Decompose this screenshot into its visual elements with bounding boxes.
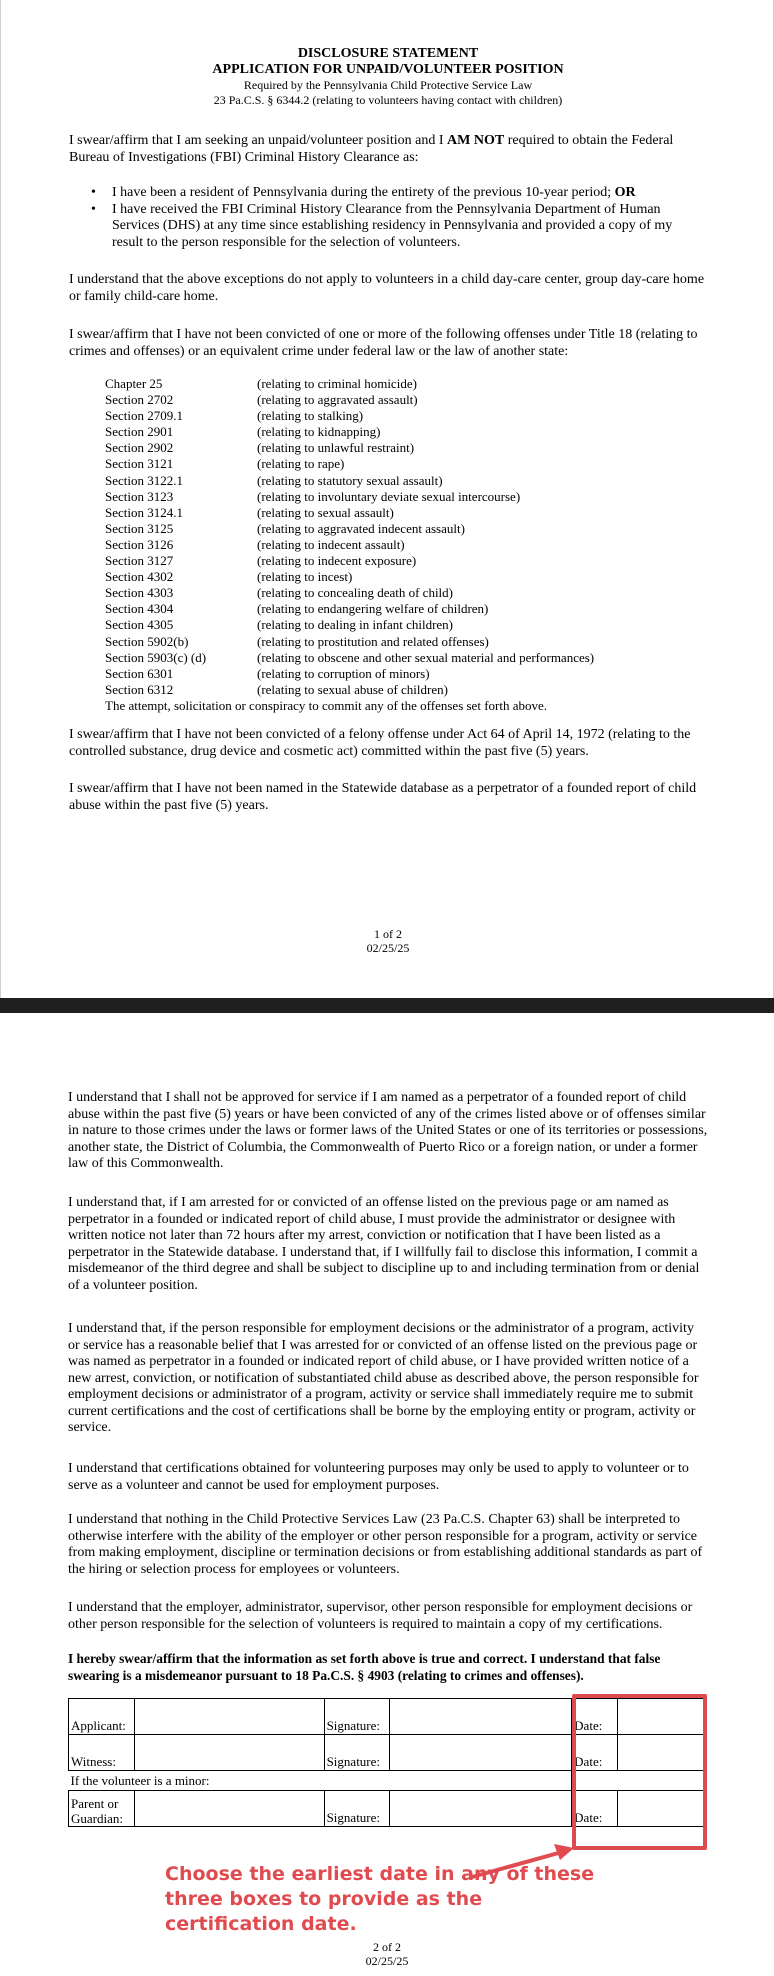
offense-section: Section 4302 xyxy=(105,569,174,585)
offense-row xyxy=(105,585,594,601)
form-citation: 23 Pa.C.S. § 6344.2 (relating to volunteers having contact with children) xyxy=(213,93,563,107)
offense-description: (relating to aggravated assault) xyxy=(257,392,418,408)
minor-label: If the volunteer is a minor: xyxy=(69,1771,572,1791)
exception-item: • I have been a resident of Pennsylvania during the entirety of the previous 10-year period; OR xyxy=(91,185,636,200)
offense-row xyxy=(105,456,594,472)
applicant-name-field[interactable] xyxy=(134,1699,324,1735)
form-subtitle: APPLICATION FOR UNPAID/VOLUNTEER POSITION xyxy=(212,62,564,77)
date-label: Date: xyxy=(572,1699,618,1735)
offense-row xyxy=(105,473,594,489)
signature-label: Signature: xyxy=(324,1735,389,1771)
bullet-icon: • xyxy=(91,185,96,200)
date-label: Date: xyxy=(572,1791,618,1827)
exception-list xyxy=(69,185,689,251)
felony-paragraph: I swear/affirm that I have not been convicted of a felony offense under Act 64 of April 14, 1972 (relating to the controlled substance, drug device and cosmetic act) committed within the past five (5) years. xyxy=(69,727,691,759)
revision-date: 02/25/25 xyxy=(366,941,410,955)
certification-use-paragraph: I understand that certifications obtained for volunteering purposes may only be used to apply to volunteer or to serve as a volunteer and cannot be used for employment purposes. xyxy=(68,1461,689,1493)
offense-row xyxy=(105,666,594,682)
offense-section: Section 3122.1 xyxy=(105,472,183,488)
offense-section: Section 2709.1 xyxy=(105,408,183,424)
offense-section: Section 2902 xyxy=(105,440,174,456)
offense-description: (relating to aggravated indecent assault) xyxy=(257,520,465,536)
offense-description: (relating to concealing death of child) xyxy=(257,585,454,601)
annotation-note: Choose the earliest date in any of these three boxes to provide as the certification date. xyxy=(165,1863,595,1935)
offense-row xyxy=(105,392,594,408)
offense-section: Section 3127 xyxy=(105,553,174,569)
offense-description: (relating to stalking) xyxy=(257,408,364,424)
offense-row xyxy=(105,521,594,537)
page-number: 2 of 2 xyxy=(373,1940,401,1954)
offense-row xyxy=(105,569,594,585)
witness-label: Witness: xyxy=(69,1735,135,1771)
offense-section: Section 5902(b) xyxy=(105,633,189,649)
signature-label: Signature: xyxy=(324,1791,389,1827)
maintain-copy-paragraph: I understand that the employer, administrator, supervisor, other person responsible for employment decisions or other person responsible for the selection of volunteers is required to maintain a copy of my certifications. xyxy=(68,1600,693,1632)
signature-label: Signature: xyxy=(324,1699,389,1735)
approval-paragraph: I understand that I shall not be approved for service if I am named as a perpetrator of a founded report of child abuse within the past five (5) years or have been convicted of any of the crimes listed above or of offenses similar in nature to those crimes under the laws or former laws of the United States or one of its territories or possessions, another state, the District of Columbia, the Commonwealth of Puerto Rico or a foreign nation, or under a former law of this Commonwealth. xyxy=(68,1090,708,1171)
offense-row xyxy=(105,537,594,553)
offense-section: Section 3124.1 xyxy=(105,504,183,520)
intro-paragraph: I swear/affirm that I am seeking an unpaid/volunteer position and I AM NOT required to obtain the Federal Bureau of Investigations (FBI) Criminal History Clearance as: xyxy=(69,133,674,165)
offense-row xyxy=(105,424,594,440)
offense-row xyxy=(105,553,594,569)
offense-row xyxy=(105,440,594,456)
offense-description: (relating to criminal homicide) xyxy=(257,376,417,391)
offense-description: (relating to involuntary deviate sexual intercourse) xyxy=(257,488,521,504)
offense-row xyxy=(105,505,594,521)
date-column-highlight xyxy=(572,1694,707,1850)
offense-description: (relating to endangering welfare of children) xyxy=(257,601,489,617)
offense-description: (relating to statutory sexual assault) xyxy=(257,472,443,488)
offense-section: Section 2702 xyxy=(105,392,174,408)
guardian-signature-field[interactable] xyxy=(389,1791,572,1827)
offense-row xyxy=(105,601,594,617)
offense-description: (relating to corruption of minors) xyxy=(257,665,430,681)
offense-description: (relating to incest) xyxy=(257,569,353,585)
form-header xyxy=(1,46,774,108)
offense-intro-paragraph: I swear/affirm that I have not been convicted of one or more of the following offenses under Title 18 (relating to crimes and offenses) or an equivalent crime under federal law or the law of another state: xyxy=(69,327,698,359)
offense-row xyxy=(105,408,594,424)
offense-row xyxy=(105,682,594,698)
guardian-name-field[interactable] xyxy=(134,1791,324,1827)
exceptions-paragraph: I understand that the above exceptions do not apply to volunteers in a child day-care center, group day-care home or family child-care home. xyxy=(69,272,705,304)
offense-description: (relating to dealing in infant children) xyxy=(257,617,454,633)
offense-section: Section 4304 xyxy=(105,601,174,617)
attempt-clause: The attempt, solicitation or conspiracy to commit any of the offenses set forth above. xyxy=(105,698,547,713)
offense-description: (relating to sexual abuse of children) xyxy=(257,681,448,697)
offense-description: (relating to prostitution and related offenses) xyxy=(257,633,489,649)
offense-section: Section 5903(c) (d) xyxy=(105,649,207,665)
revision-date: 02/25/25 xyxy=(365,1954,409,1968)
offense-description: (relating to sexual assault) xyxy=(257,504,394,520)
offense-row xyxy=(105,650,594,666)
arrest-notice-paragraph: I understand that, if I am arrested for or convicted of an offense listed on the previous page or am named as perpetrator in a founded or indicated report of child abuse, I must provide the administrator or designee with written notice not later than 72 hours after my arrest, conviction or notification that I have been listed as a perpetrator in the Statewide database. I understand that, if I willfully fail to disclose this information, I commit a misdemeanor of the third degree and shall be subject to discipline up to and including termination from or denial of a volunteer position. xyxy=(68,1195,700,1293)
offense-section: Section 3126 xyxy=(105,536,174,552)
form-law: Required by the Pennsylvania Child Protective Service Law xyxy=(243,78,533,92)
database-paragraph: I swear/affirm that I have not been named in the Statewide database as a perpetrator of a founded report of child abuse within the past five (5) years. xyxy=(69,781,697,813)
exception-item: • I have received the FBI Criminal History Clearance from the Pennsylvania Department of Human Services (DHS) at any time since establishing residency in Pennsylvania and provided a copy of my result to the person responsible for the selection of volunteers. xyxy=(91,201,673,250)
reasonable-belief-paragraph: I understand that, if the person responsible for employment decisions or the administrator of a program, activity or service has a reasonable belief that I was arrested for or convicted of an offense listed on the previous page or was named as perpetrator in a founded or indicated report of child abuse, or I have provided written notice of a new arrest, conviction, or notification of substantiated child abuse as described above, the person responsible for employment decisions or administrator of a program, activity or service shall immediately require me to submit current certifications and the cost of certifications shall be borne by the employing entity or program, activity or service. xyxy=(68,1321,699,1435)
offense-section: Section 3123 xyxy=(105,488,174,504)
date-label: Date: xyxy=(572,1735,618,1771)
offense-section: Section 4305 xyxy=(105,617,174,633)
witness-name-field[interactable] xyxy=(134,1735,324,1771)
offense-description: (relating to obscene and other sexual material and performances) xyxy=(257,649,595,665)
offense-description: (relating to indecent assault) xyxy=(257,536,405,552)
applicant-signature-field[interactable] xyxy=(389,1699,572,1735)
witness-signature-field[interactable] xyxy=(389,1735,572,1771)
page-separator xyxy=(0,998,774,1013)
offense-description: (relating to indecent exposure) xyxy=(257,553,417,569)
offense-section: Section 3125 xyxy=(105,520,174,536)
page-footer xyxy=(0,1940,774,1968)
offense-section: Section 4303 xyxy=(105,585,174,601)
cpsl-paragraph: I understand that nothing in the Child Protective Services Law (23 Pa.C.S. Chapter 63) shall be interpreted to otherwise interfere with the ability of the employer or other person responsible for a program, activity or service from making employment, discipline or termination decisions or from establishing additional standards as part of the hiring or selection process for employees or volunteers. xyxy=(68,1512,703,1577)
affirmation-statement: I hereby swear/affirm that the information as set forth above is true and correct. I understand that false swearing is a misdemeanor pursuant to 18 Pa.C.S. § 4903 (relating to crimes and offenses). xyxy=(68,1651,661,1683)
offense-row xyxy=(105,617,594,633)
guardian-label: Parent or Guardian: xyxy=(69,1791,135,1827)
offense-description: (relating to rape) xyxy=(257,456,345,472)
applicant-label: Applicant: xyxy=(69,1699,135,1735)
offense-section: Section 6301 xyxy=(105,665,174,681)
page-number: 1 of 2 xyxy=(374,927,402,941)
offense-row xyxy=(105,376,594,392)
form-title: DISCLOSURE STATEMENT xyxy=(297,46,479,61)
offense-table xyxy=(105,376,594,698)
offense-section: Section 2901 xyxy=(105,424,174,440)
offense-description: (relating to kidnapping) xyxy=(257,424,381,440)
bullet-icon: • xyxy=(91,201,96,217)
offense-section: Chapter 25 xyxy=(105,376,163,391)
offense-row xyxy=(105,634,594,650)
page-footer xyxy=(1,927,774,955)
offense-section: Section 3121 xyxy=(105,456,174,472)
offense-row xyxy=(105,489,594,505)
offense-section: Section 6312 xyxy=(105,681,174,697)
offense-description: (relating to unlawful restraint) xyxy=(257,440,415,456)
